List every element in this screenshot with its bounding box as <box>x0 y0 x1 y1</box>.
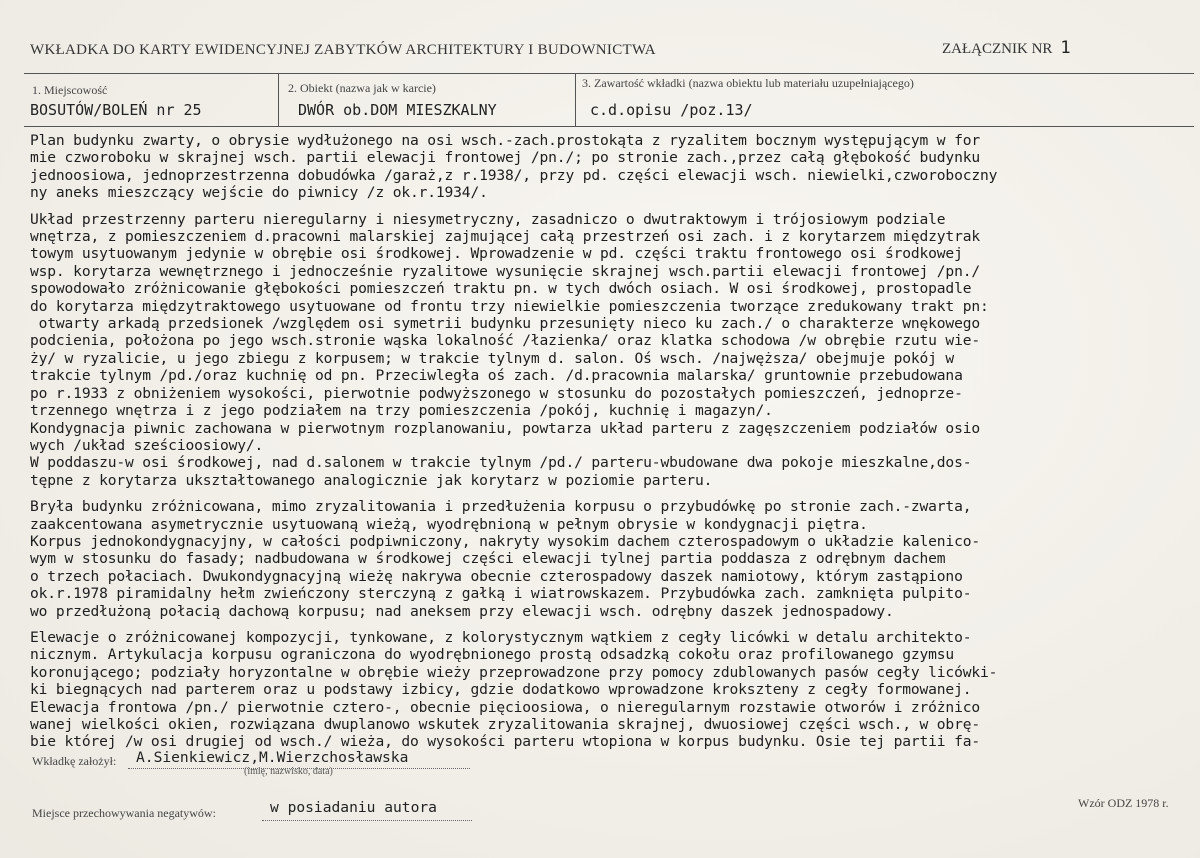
paragraph <box>30 211 1195 490</box>
text-line: Elewacje o zróżnicowanej kompozycji, tynkowane, z kolorystycznym wątkiem z cegły licówki w detalu architekto- <box>30 628 972 646</box>
content-value: c.d.opisu /poz.13/ <box>590 101 753 119</box>
card-title: WKŁADKA DO KARTY EWIDENCYJNEJ ZABYTKÓW ARCHITEKTURY I BUDOWNICTWA <box>30 42 656 58</box>
text-line: trzennego wnętrza i z jego podziałem na trzy pomieszczenia /pokój, kuchnię i magazyn/. <box>30 402 773 420</box>
text-line: wnętrza, z pomieszczeniem d.pracowni malarskiej zajmującej całą przestrzeń osi zach. i z korytarzem międzytrak <box>30 228 980 246</box>
header-rule-bottom <box>24 126 1194 127</box>
paragraph <box>30 132 1195 202</box>
annex-label-group <box>942 38 1071 58</box>
header-rule-top <box>24 73 1194 74</box>
storage-dotted-line <box>262 820 472 821</box>
text-line: mie czworoboku w skrajnej wsch. partii elewacji frontowej /pn./; po stronie zach.,przez całą głębokość budynku <box>30 149 980 167</box>
field-divider-2 <box>575 73 576 126</box>
text-line: trakcie tylnym /pd./oraz kuchnię od pn. Przeciwległa oś zach. /d.pracownia malarska/ gruntownie przebudowana <box>30 367 963 385</box>
annex-number: 1 <box>1060 38 1071 58</box>
paragraph <box>30 629 1195 751</box>
paragraph-gap <box>30 202 1195 211</box>
template-label: Wzór ODZ 1978 r. <box>1078 796 1169 810</box>
locality-value: BOSUTÓW/BOLEŃ nr 25 <box>30 101 202 119</box>
text-line: ok.r.1978 piramidalny hełm zwieńczony sterczyną z gałką i wiatrowskazem. Przybudówka zach. zamknięta pulpito- <box>30 585 972 603</box>
text-line: ży/ w ryzalicie, u jego zbiegu z korpusem; w trakcie tylnym d. salon. Oś wsch. /najwęższa/ obejmuje pokój w <box>30 349 955 367</box>
text-line: koronującego; podziały horyzontalne w obrębie wieży przeprowadzone przy pomocy zdublowanych pasów cegły licówki- <box>30 663 998 681</box>
text-line: Kondygnacja piwnic zachowana w pierwotnym rozplanowaniu, powtarza układ parteru z zagęszczeniem podziałów osio <box>30 419 980 437</box>
text-line: spowodowało zróżnicowanie głębokości pomieszczeń traktu pn. w tych dwóch osiach. W osi środkowej, prostopadle <box>30 280 972 298</box>
text-line: ny aneks mieszczący wejście do piwnicy /z ok.r.1934/. <box>30 184 488 202</box>
text-line: wo przedłużoną połacią dachową korpusu; nad aneksem przy elewacji wsch. odrębny daszek jednospadowy. <box>30 602 894 620</box>
object-label: 2. Obiekt (nazwa jak w karcie) <box>288 81 436 95</box>
text-line: Korpus jednokondygnacyjny, w całości podpiwniczony, nakryty wysokim dachem czterospadowym o układzie kalenico- <box>30 532 980 550</box>
description-text <box>30 132 1195 751</box>
author-value: A.Sienkiewicz,M.Wierzchosławska <box>136 749 409 766</box>
object-value: DWÓR ob.DOM MIESZKALNY <box>298 101 497 119</box>
text-line: wanej wielkości okien, rozwiązana dwuplanowo wskutek zryzalitowania skrajnej, dwuosiowej części wsch., w obrę- <box>30 716 980 733</box>
storage-value: w posiadaniu autora <box>270 799 437 816</box>
text-line: nicznym. Artykulacja korpusu ograniczona do wyodrębnionego prostą odsadzką cokołu oraz profilowanego gzymsu <box>30 646 955 664</box>
text-line: zaakcentowana asymetrycznie usytuowaną wieżą, wyodrębnioną w pełnym obrysie w kondygnacji piętra. <box>30 515 868 533</box>
text-line: do korytarza międzytraktowego usytuowane od frontu trzy niewielkie pomieszczenia tworzące zredukowany trakt pn: <box>30 297 989 315</box>
text-line: o trzech połaciach. Dwukondygnacyjną wieżę nakrywa obecnie czterospadowy daszek namiotowy, którym zastąpiono <box>30 567 963 585</box>
text-line: Plan budynku zwarty, o obrysie wydłużonego na osi wsch.-zach.prostokąta z ryzalitem bocznym występującym w for <box>30 132 980 149</box>
text-line: po r.1933 z obniżeniem wysokości, pierwotnie podwyższonego w stosunku do pozostałych pomieszczeń, jednoprze- <box>30 384 963 402</box>
text-line: tępne z korytarza ukształtowanego analogicznie jak korytarz w poziomie parteru. <box>30 471 713 489</box>
text-line: jednoosiowa, jednoprzestrzenna dobudówka /garaż,z r.1938/, przy pd. części elewacji wsch. niewielki,czworoboczny <box>30 166 998 184</box>
text-line: podcienia, położona po jego wsch.stronie wąska lokalność /łazienka/ oraz klatka schodowa /w obrębie rzutu wie- <box>30 332 980 350</box>
field-divider-1 <box>278 73 279 126</box>
locality-label: 1. Miejscowość <box>32 83 108 97</box>
text-line: ki biegnących nad parterem oraz u podstawy izbicy, gdzie dodatkowo wprowadzone krokszteny z cegły formowanej. <box>30 681 972 699</box>
paragraph-gap <box>30 489 1195 498</box>
text-line: W poddaszu-w osi środkowej, nad d.salonem w trakcie tylnym /pd./ parteru-wbudowane dwa pokoje mieszkalne,dos- <box>30 454 972 472</box>
storage-label: Miejsce przechowywania negatywów: <box>32 806 216 820</box>
author-label: Wkładkę założył: <box>32 754 117 768</box>
text-line: wsp. korytarza wewnętrznego i jednocześnie ryzalitowe wysunięcie skrajnej wsch.partii elewacji frontowej /pn./ <box>30 262 980 280</box>
text-line: Elewacja frontowa /pn./ pierwotnie cztero-, obecnie pięcioosiowa, o nieregularnym rozstawie otworów i zróżnico <box>30 698 980 716</box>
paragraph-gap <box>30 620 1195 629</box>
text-line: bie której /w osi drugiej od wsch./ wieża, do wysokości parteru wtopiona w korpus budynku. Osie tej partii fa- <box>30 733 980 751</box>
text-line: Układ przestrzenny parteru nieregularny i niesymetryczny, zasadniczo o dwutraktowym i trójosiowym podziale <box>30 210 946 228</box>
annex-label: ZAŁĄCZNIK NR <box>942 41 1053 57</box>
content-label: 3. Zawartość wkładki (nazwa obiektu lub materiału uzupełniającego) <box>582 76 914 90</box>
author-sublabel: (imię, nazwisko, data) <box>244 766 333 777</box>
text-line: wym w stosunku do fasady; nadbudowana w środkowej części elewacji tylnej partia poddasza z odrębnym dachem <box>30 550 946 568</box>
text-line: wych /układ sześcioosiowy/. <box>30 436 264 454</box>
text-line: otwarty arkadą przedsionek /względem osi symetrii budynku przesunięty nieco ku zach./ o charakterze wnękowego <box>30 315 980 333</box>
text-line: Bryła budynku zróżnicowana, mimo zryzalitowania i przedłużenia korpusu o przybudówkę po stronie zach.-zwarta, <box>30 498 972 516</box>
text-line: towym usytuowanym jedynie w obrębie osi środkowej. Wprowadzenie w pd. części traktu frontowego osi środkowej <box>30 245 963 263</box>
paragraph <box>30 498 1195 620</box>
